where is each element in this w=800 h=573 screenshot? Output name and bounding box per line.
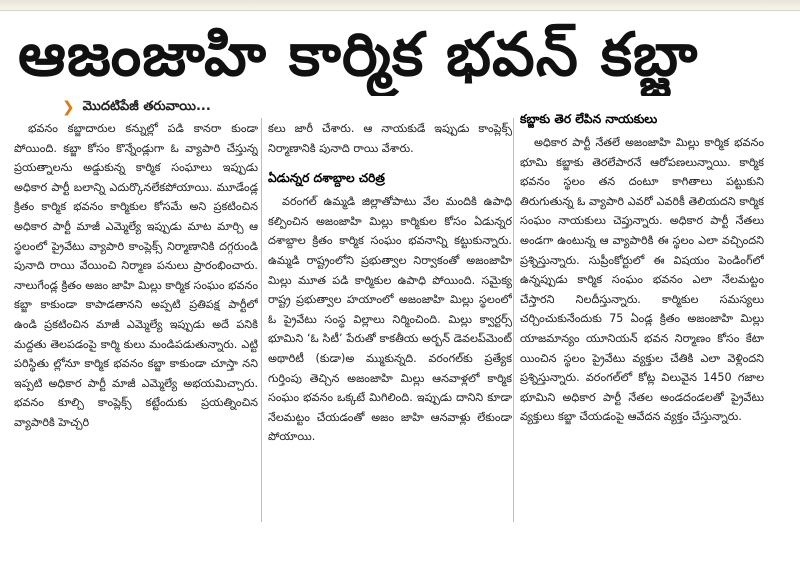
article-column-3	[520, 109, 764, 511]
page-top-strip	[0, 0, 800, 11]
column-divider	[513, 118, 514, 522]
article-column-2	[268, 119, 512, 521]
body-paragraph: వరంగల్‌ ఉమ్మడి జిల్లాతోపాటు వేల మందికి ఉపాధి కల్పించిన అజంజాహి మిల్లు కార్మికుల కోసం ఏడున్నర దశాబ్దాల క్రితం కార్మిక సంఘం భవనాన్ని కట్టుకున్నారు. ఉమ్మడి రాష్ట్రంలోని ప్రభుత్వాల నిర్వాకంతో అజంజాహి మిల్లు మూత పడి కార్మికుల ఉపాధి పోయింది. సమైక్య రాష్ట్ర ప్రభుత్వాల హయాంలో అజంజాహి మిల్లు స్థలంలో ఓ ప్రైవేటు సంస్థ విల్లాలు నిర్మించింది. మిల్లు క్వార్టర్స్‌ భూమిని ‘ఓ సిటీ’ పేరుతో కాకతీయ అర్బన్‌ డెవలప్‌మెంట్‌ అథారిటీ (కుడా)అ మ్ముకున్నది. వరంగల్‌కు ప్రత్యేక గుర్తింపు తెచ్చిన అజంజాహి మిల్లు ఆనవాళ్లలో కార్మిక సంఘం భవనం ఒక్కటే మిగిలింది. ఇప్పుడు దానిని కూడా నేలమట్టం చేయడంతో అజం జాహి ఆనవాళ్లు లేకుండా పోయాయి.	[268, 195, 512, 444]
headline: ఆజంజాహి కార్మిక భవన్‌ కబ్జా	[18, 20, 699, 90]
body-paragraph: కలు జారీ చేశారు. ఆ నాయకుడే ఇప్పుడు కాంప్లెక్స్‌ నిర్మాణానికి పునాది రాయి వేశారు.	[268, 122, 512, 155]
kicker-text: మొదటిపేజీ తరువాయి...	[82, 99, 211, 114]
column-divider	[261, 118, 262, 522]
body-paragraph: అధికార పార్టీ నేతలే అజంజాహి మిల్లు కార్మిక భవనం భూమి కబ్జాకు తెరలేపారనే ఆరోపణలున్నాయి. కార్మిక భవనం స్థలం తన దంటూ కాగితాలు పట్టుకుని తిరుగుతున్న ఓ వ్యాపారి ఎవరో ఎవరికీ తెలియదని కార్మిక సంఘం నాయకులు చెప్తున్నారు. అధికార పార్టీ నేతలు అండగా ఉంటున్న ఆ వ్యాపారికి ఈ స్థలం ఎలా వచ్చిందని ప్రశ్నిస్తున్నారు. సుప్రీంకోర్టులో ఈ విషయం పెండింగ్‌లో ఉన్నప్పుడు కార్మిక సంఘం భవనం ఎలా నేలమట్టం చేస్తారని నిలదీస్తున్నారు. కార్మికుల సమస్యలు చర్చించుకునేందుకు 75 ఏండ్ల క్రితం అజంజాహి మిల్లు యాజమాన్యం యూనియన్‌ భవన నిర్మాణం కోసం కేటా యించిన స్థలం ప్రైవేటు వ్యక్తుల చేతికి ఎలా వెళ్లిందని ప్రశ్నిస్తున్నారు. వరంగల్‌లో కోట్ల విలువైన 1450 గజాల భూమిని అధికార పార్టీ నేతల అండదండలతో ప్రైవేటు వ్యక్తులు కబ్జా చేయడంపై ఆవేదన వ్యక్తం చేస్తున్నారు.	[520, 136, 764, 424]
subheading-history: ఏడున్నర దశాబ్దాల చరిత్ర	[268, 171, 385, 186]
continued-from-front-page	[62, 98, 211, 116]
subheading-leaders: కబ్జాకు తెర లేపిన నాయకులు	[520, 112, 658, 126]
article-column-1	[14, 119, 258, 521]
chevron-right-icon: ❯	[62, 98, 75, 116]
body-paragraph: భవనం కబ్జాదారుల కన్నుల్లో పడి కానరా కుండా పోయింది. కబ్జా కోసం కొన్నేండ్లుగా ఓ వ్యాపారి చేస్తున్న ప్రయత్నాలను అడ్డుకున్న కార్మిక సంఘాలు ఇప్పుడు అధికార పార్టీ బలాన్ని ఎదుర్కొనలేకపోయాయి. మూడేండ్ల క్రితం కార్మిక భవనం కార్మికుల కోసమే అని ప్రకటించిన అధికార పార్టీ మాజీ ఎమ్మెల్యే ఇప్పుడు మాట మార్చి ఆ స్థలంలో ప్రైవేటు వ్యాపారి కాంప్లెక్స్‌ నిర్మాణానికి దగ్గరుండి పునాది రాయి వేయించి నిర్మాణ పనులు ప్రారంభించారు. నాలుగేండ్ల క్రితం అజం జాహి మిల్లు కార్మిక సంఘం భవనం కబ్జా కాకుండా కాపాడతానని అప్పటి ప్రతిపక్ష పార్టీలో ఉండి ప్రకటించిన మాజీ ఎమ్మెల్యే ఇప్పుడు అదే పనికి మద్దతు తెలపడంపై కార్మి కులు మండిపడుతున్నారు. ఎట్టి పరిస్థితు ల్లోనూ కార్మిక భవనం కబ్జా కాకుండా చూస్తా నని ఇప్పటి అధికార పార్టీ మాజీ ఎమ్మెల్యే అభయమిచ్చారు. భవనం కూల్చి కాంప్లెక్స్‌ కట్టేందుకు ప్రయత్నించిన వ్యాపారికి హెచ్చరి	[14, 122, 258, 429]
